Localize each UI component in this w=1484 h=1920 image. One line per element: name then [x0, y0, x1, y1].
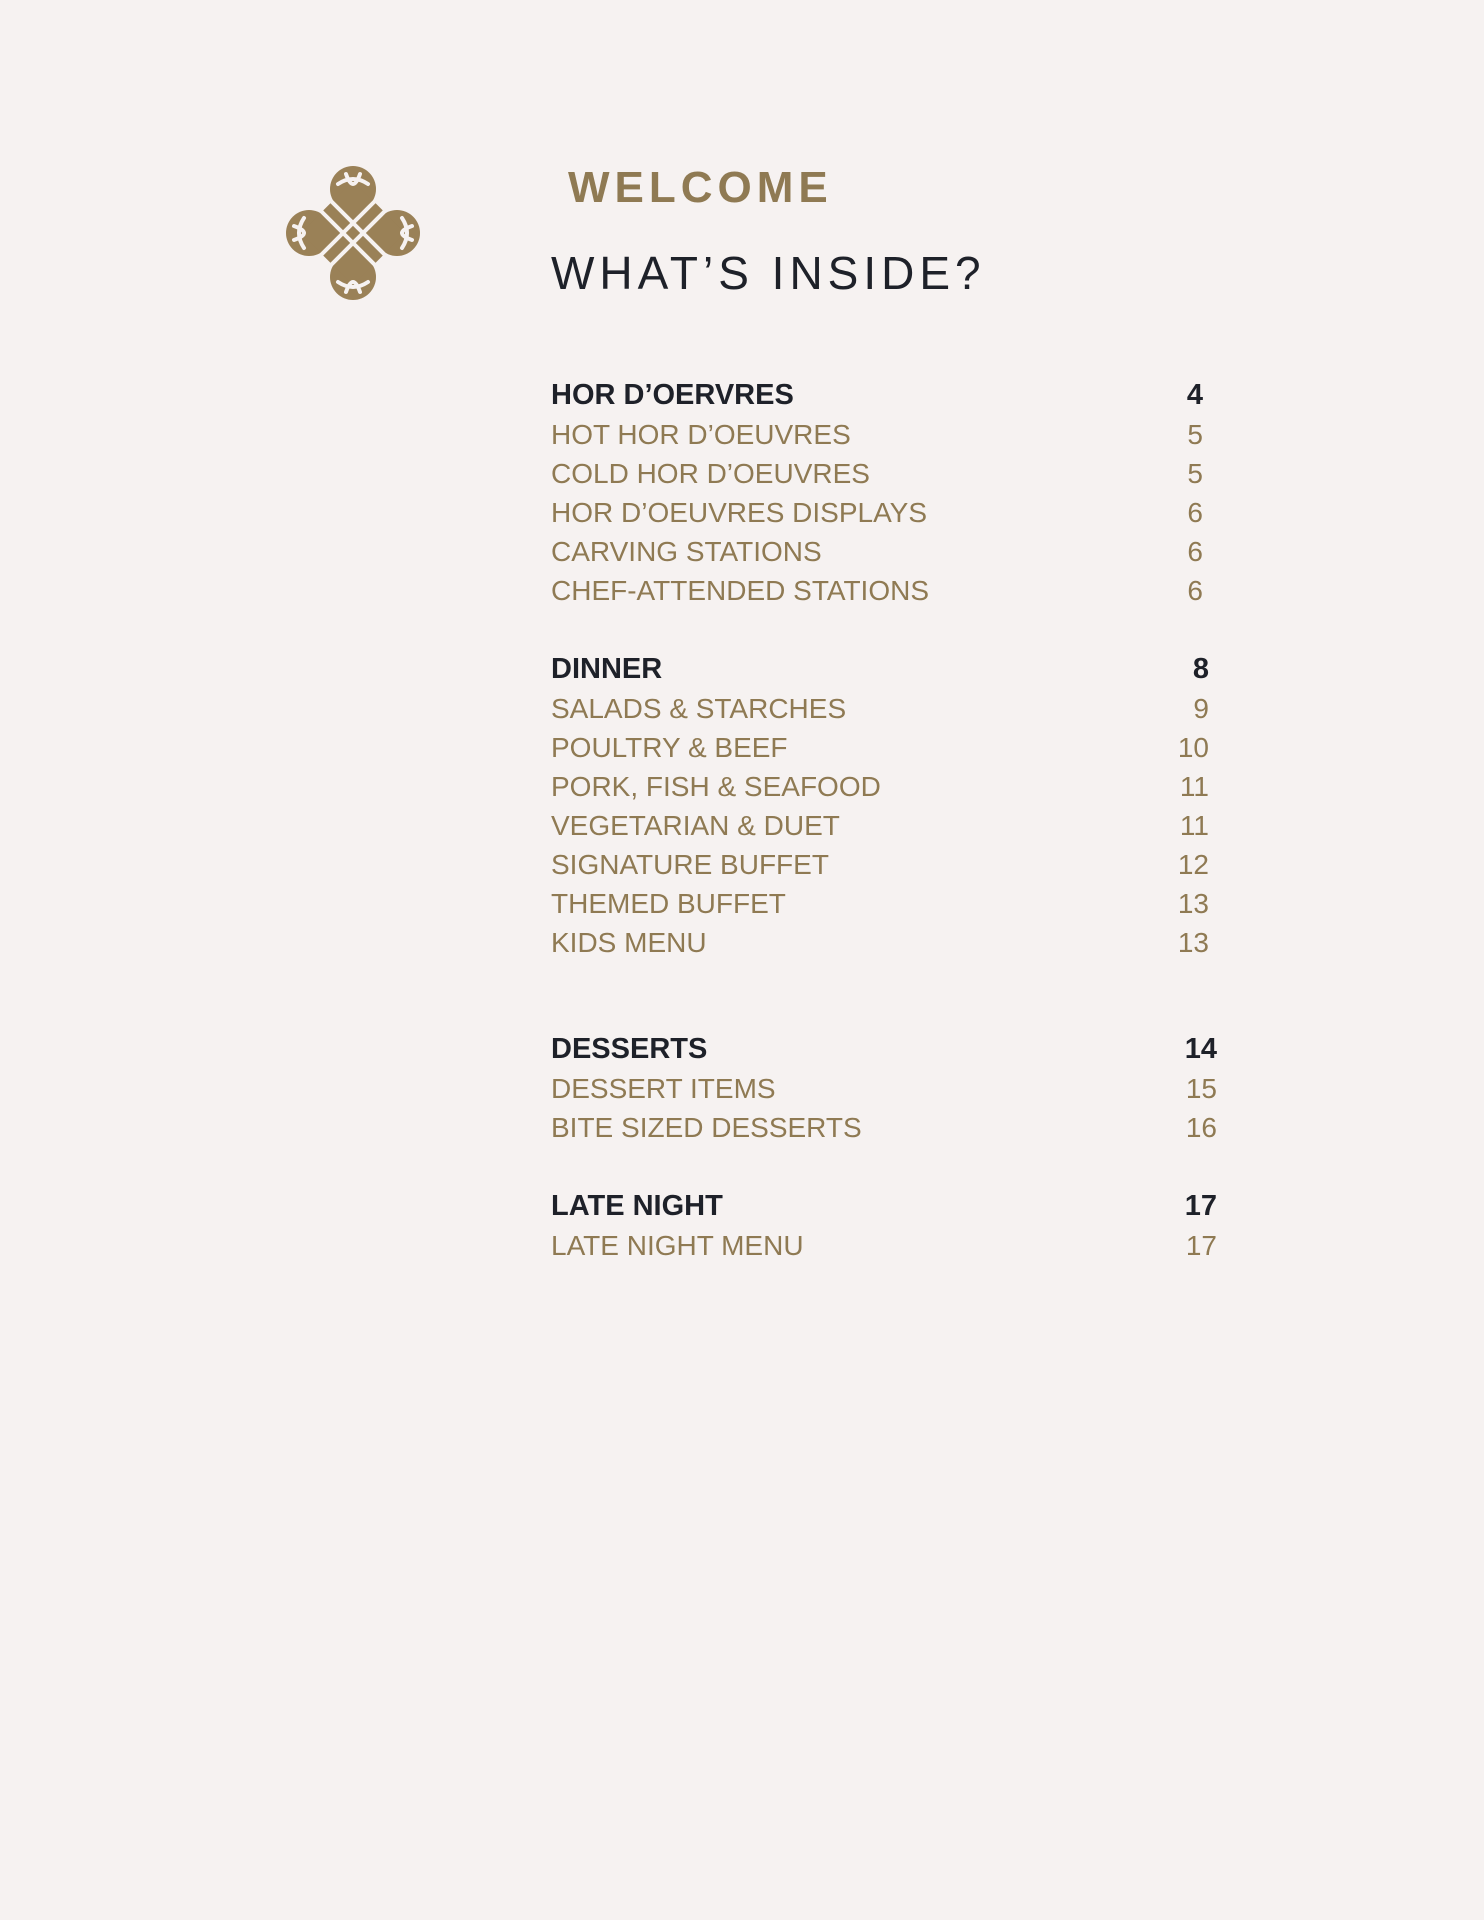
toc-item[interactable] — [551, 454, 1221, 493]
toc-item-label: COLD HOR D’OEUVRES — [551, 458, 870, 489]
toc-item[interactable] — [551, 493, 1221, 532]
toc-item-label: LATE NIGHT MENU — [551, 1230, 804, 1261]
toc-item-label: SALADS & STARCHES — [551, 693, 847, 724]
toc-item-label: THEMED BUFFET — [551, 888, 786, 919]
toc-item-label: KIDS MENU — [551, 927, 707, 958]
toc-section-page: 4 — [1186, 379, 1203, 411]
toc-item-label: VEGETARIAN & DUET — [551, 810, 840, 841]
toc-item[interactable] — [551, 689, 1221, 728]
toc-item-page: 9 — [1193, 693, 1209, 724]
toc-item-label: HOT HOR D’OEUVRES — [551, 419, 851, 450]
toc-section-label: HOR D’OERVRES — [551, 379, 794, 411]
toc-item-page: 11 — [1179, 771, 1209, 802]
toc-item[interactable] — [551, 532, 1221, 571]
toc-item-page: 6 — [1187, 536, 1203, 567]
page-title: WHAT’S INSIDE? — [551, 247, 986, 299]
toc-item[interactable] — [551, 767, 1221, 806]
toc-section-page: 8 — [1192, 653, 1209, 685]
toc-item-label: PORK, FISH & SEAFOOD — [551, 771, 881, 802]
toc-section-desserts — [551, 1030, 1221, 1147]
toc-item-label: HOR D’OEUVRES DISPLAYS — [551, 497, 928, 528]
toc-item-page: 5 — [1187, 419, 1203, 450]
toc-section-title[interactable] — [551, 1030, 1221, 1069]
toc-item-label: CARVING STATIONS — [551, 536, 822, 567]
toc-item[interactable] — [551, 1226, 1221, 1265]
toc-item-label: BITE SIZED DESSERTS — [551, 1112, 862, 1143]
toc-section-late-night — [551, 1187, 1221, 1265]
toc-item[interactable] — [551, 415, 1221, 454]
toc-section-title[interactable] — [551, 1187, 1221, 1226]
toc-section-hor-doeuvres — [551, 376, 1221, 610]
toc-item-page: 16 — [1185, 1112, 1217, 1143]
toc-item[interactable] — [551, 1108, 1221, 1147]
knot-ornament-icon — [286, 166, 420, 300]
toc-item-page: 12 — [1177, 849, 1209, 880]
toc-item-page: 13 — [1177, 927, 1209, 958]
toc-section-label: DINNER — [551, 653, 663, 685]
toc-item[interactable] — [551, 806, 1221, 845]
toc-item-page: 5 — [1187, 458, 1203, 489]
toc-item[interactable] — [551, 1069, 1221, 1108]
toc-section-label: DESSERTS — [551, 1033, 708, 1065]
toc-item-page: 11 — [1179, 810, 1209, 841]
toc-item-page: 17 — [1185, 1230, 1217, 1261]
toc-item[interactable] — [551, 571, 1221, 610]
toc-item-label: SIGNATURE BUFFET — [551, 849, 829, 880]
toc-section-label: LATE NIGHT — [551, 1190, 723, 1222]
toc-item-page: 6 — [1187, 575, 1203, 606]
toc-item-label: POULTRY & BEEF — [551, 732, 788, 763]
table-of-contents — [551, 0, 1221, 1920]
toc-section-page: 17 — [1184, 1190, 1217, 1222]
toc-section-dinner — [551, 650, 1221, 962]
welcome-title: WELCOME — [568, 163, 833, 212]
toc-item-label: CHEF-ATTENDED STATIONS — [551, 575, 929, 606]
toc-section-title[interactable] — [551, 376, 1221, 415]
toc-item[interactable] — [551, 845, 1221, 884]
toc-item-page: 13 — [1177, 888, 1209, 919]
toc-item-page: 10 — [1177, 732, 1209, 763]
toc-item-page: 15 — [1185, 1073, 1217, 1104]
toc-item[interactable] — [551, 728, 1221, 767]
toc-item[interactable] — [551, 923, 1221, 962]
toc-item-label: DESSERT ITEMS — [551, 1073, 776, 1104]
toc-section-title[interactable] — [551, 650, 1221, 689]
toc-section-page: 14 — [1184, 1033, 1217, 1065]
toc-item[interactable] — [551, 884, 1221, 923]
toc-item-page: 6 — [1187, 497, 1203, 528]
